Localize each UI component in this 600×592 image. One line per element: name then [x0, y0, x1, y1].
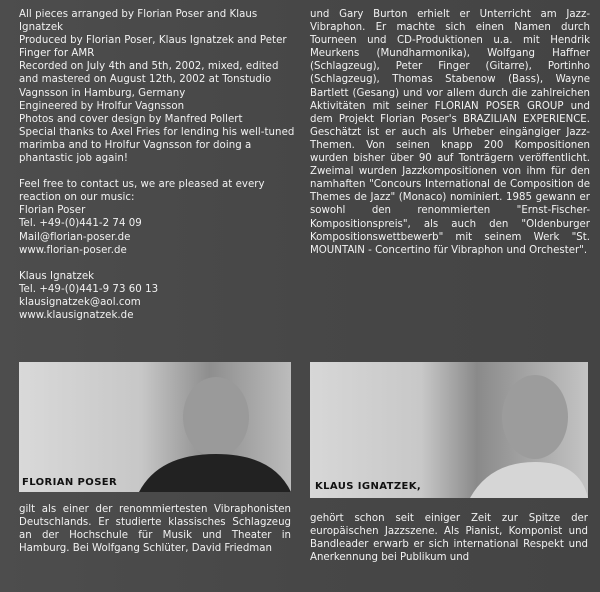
contact-ignatzek-tel: Tel. +49-(0)441-9 73 60 13 — [19, 283, 159, 295]
credits-thanks: Special thanks to Axel Fries for lending his well-tuned marimba and to Hrolfur Vagnsson for doing a phantastic job again! — [19, 126, 295, 165]
credits-arranged: All pieces arranged by Florian Poser and Klaus Ignatzek — [19, 9, 258, 34]
contact-poser-name: Florian Poser — [19, 205, 86, 217]
biography-poser: gilt als einer der renommiertesten Vibraphonisten Deutschlands. Er studierte klassisches Schlagzeug an der Hochschule für Musik und Theater in Hamburg. Bei Wolfgang Schlüter, David Friedman — [19, 504, 291, 555]
contact-ignatzek-web: www.klausignatzek.de — [19, 309, 134, 321]
portrait-placeholder-icon — [19, 362, 291, 492]
contact-intro: Feel free to contact us, we are pleased at every reaction on our music: — [19, 179, 265, 204]
credits-recorded: Recorded on July 4th and 5th, 2002, mixed, edited and mastered on August 12th, 2002 at Tonstudio Vagnsson in Hamburg, Germany — [19, 61, 279, 99]
contact-ignatzek-name: Klaus Ignatzek — [19, 270, 95, 282]
biography-continued: und Gary Burton erhielt er Unterricht am Jazz-Vibraphon. Er machte sich einen Namen durch Tourneen und CD-Produktionen u.a. mit Hendrik Meurkens (Mundharmonika), Wolfgang Haffner (Schlagzeug), Peter Finger (Gitarre), Portinho (Schlagzeug), Thomas Stabenow (Bass), Wayne Bartlett (Gesang) und vor allem durch die zahlreichen Aktivitäten mit seiner FLORIAN POSER GROUP und dem Projekt Florian Poser's BRAZILIAN EXPERIENCE. Geschätzt ist er auch als Urheber eingängiger Jazz-Themen. Von seinen knapp 200 Kompositionen wurden bisher über 90 auf Tonträgern veröffentlicht. Zweimal wurden Jazzkompositionen von ihm für den namhaften "Concours International de Composition de Themes de Jazz" (Monaco) nominiert. 1985 gewann er sowohl den renommierten "Ernst-Fischer-Kompositionspreis", als auch den "Oldenburger Kompositionswettbewerb" mit seinem Werk "St. MOUNTAIN - Concertino für Vibraphon und Orchester". — [310, 9, 590, 256]
photo-florian-poser — [19, 362, 291, 492]
credits-photos: Photos and cover design by Manfred Pollert — [19, 113, 243, 125]
photo-klaus-ignatzek — [310, 362, 588, 498]
contact-poser-mail: Mail@florian-poser.de — [19, 231, 131, 243]
credits-produced: Produced by Florian Poser, Klaus Ignatzek and Peter Finger for AMR — [19, 35, 287, 60]
biography-ignatzek: gehört schon seit einiger Zeit zur Spitze der europäischen Jazzszene. Als Pianist, Komponist und Bandleader erwarb er sich international Respekt und Anerkennung bei Publikum und — [310, 513, 588, 564]
photo-caption-ignatzek: KLAUS IGNATZEK, — [315, 481, 422, 492]
spacer — [19, 165, 299, 178]
photo-caption-poser: FLORIAN POSER — [22, 477, 118, 488]
credits-column — [19, 8, 299, 322]
credits-engineered: Engineered by Hrolfur Vagnsson — [19, 100, 185, 112]
portrait-placeholder-icon — [310, 362, 588, 498]
contact-ignatzek-mail: klausignatzek@aol.com — [19, 296, 141, 308]
contact-poser-tel: Tel. +49-(0)441-2 74 09 — [19, 218, 142, 230]
contact-poser-web: www.florian-poser.de — [19, 244, 127, 256]
spacer — [19, 257, 299, 270]
